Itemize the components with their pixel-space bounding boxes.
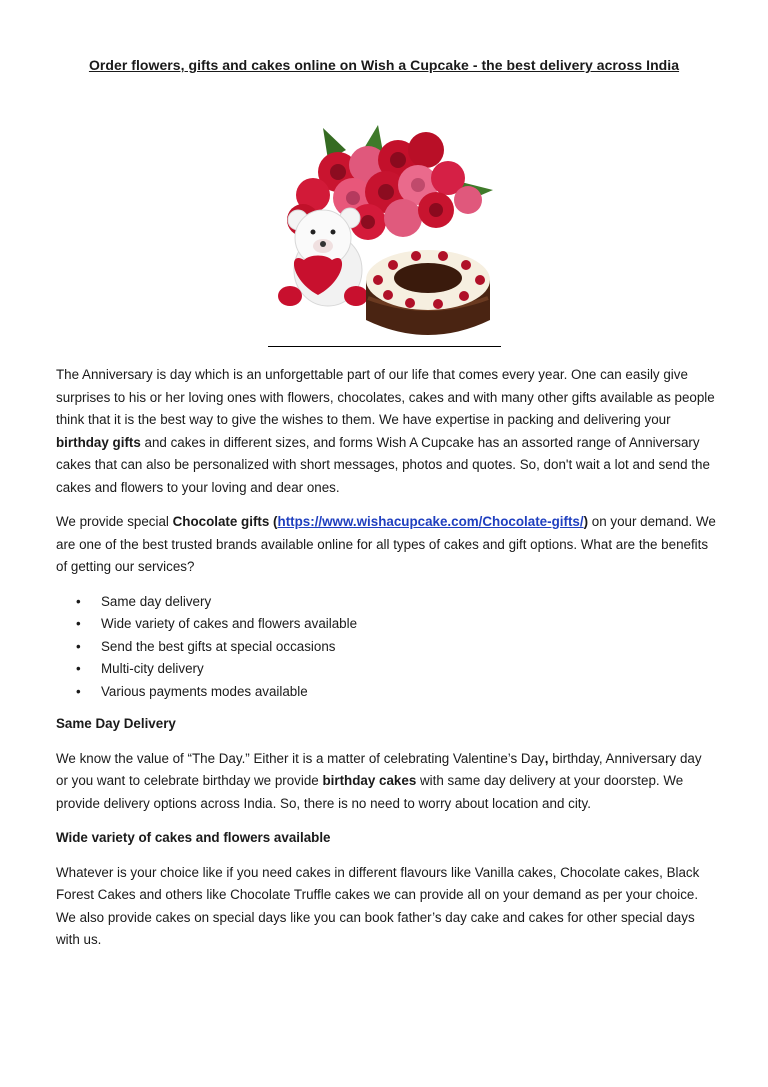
hero-illustration (268, 120, 504, 346)
list-item (56, 613, 716, 636)
intro-paragraph-2 (56, 511, 716, 579)
intro-paragraph-1 (56, 364, 716, 499)
paren-open: ( (269, 514, 278, 529)
text-run: , (544, 750, 549, 766)
bullet-icon: • (76, 661, 81, 676)
page-title: Order flowers, gifts and cakes online on Wish a Cupcake - the best delivery across India (88, 57, 680, 73)
text-run: with same day delivery at your doorstep. We provide delivery options across India. So, there is no need to worry about location and city. (56, 773, 684, 811)
list-item-label: Various payments modes available (101, 683, 308, 699)
wide-variety-heading: Wide variety of cakes and flowers available (56, 830, 331, 845)
list-item (56, 658, 716, 681)
paren-close: ) (583, 514, 589, 529)
birthday-gifts-keyword: birthday gifts (56, 434, 141, 450)
text-run: on your demand. We are one of the best trusted brands available online for all types of cakes and gift options. What are the benefits of getting our services? (56, 514, 716, 574)
text-run: birthday, Anniversary day or you want to celebrate birthday we provide (56, 750, 702, 788)
list-item (56, 591, 716, 614)
same-day-delivery-heading: Same Day Delivery (56, 716, 176, 731)
bullet-icon: • (76, 638, 81, 654)
text-run: The Anniversary is day which is an unforgettable part of our life that comes every year. One can easily give surprises to his or her loving ones with flowers, chocolates, cakes and with many other gifts available as people think that it is the best way to give the wishes to them. We have expertise in packing and delivering your (56, 367, 715, 427)
chocolate-gifts-link[interactable]: https://www.wishacupcake.com/Chocolate-gifts/ (277, 514, 584, 529)
roses-teddy-cake-image (268, 120, 504, 352)
list-item-label: Wide variety of cakes and flowers available (101, 616, 358, 631)
image-underline (268, 346, 501, 347)
list-item-label: Send the best gifts at special occasions (101, 638, 336, 654)
list-item (56, 636, 716, 659)
list-item (56, 681, 716, 704)
chocolate-gifts-keyword: Chocolate gifts (172, 514, 270, 529)
bullet-icon: • (76, 683, 81, 699)
bullet-icon: • (76, 593, 81, 609)
text-run: We know the value of “The Day.” Either it is a matter of celebrating Valentine’s Day (56, 750, 545, 766)
birthday-cakes-keyword: birthday cakes (322, 773, 417, 788)
list-item-label: Same day delivery (101, 593, 212, 609)
text-run: and cakes in different sizes, and forms Wish A Cupcake has an assorted range of Anniversary cakes that can also be personalized with short messages, photos and quotes. So, don't wait a lot and send the cakes and flowers to your loving and dear ones. (56, 434, 710, 495)
benefits-list (56, 591, 716, 704)
same-day-delivery-paragraph (56, 748, 716, 816)
cake (366, 250, 490, 335)
list-item-label: Multi-city delivery (101, 661, 204, 676)
bullet-icon: • (76, 616, 81, 631)
teddy-bear (278, 208, 368, 306)
document-body (56, 364, 716, 964)
wide-variety-paragraph: Whatever is your choice like if you need cakes in different flavours like Vanilla cakes, Chocolate cakes, Black Forest Cakes and others like Chocolate Truffle cakes we can provide all on your demand as per your choice. We also provide cakes on special days like you can book father’s day cake and cakes for other special days with us. (56, 864, 700, 947)
text-run: We provide special (56, 514, 173, 529)
